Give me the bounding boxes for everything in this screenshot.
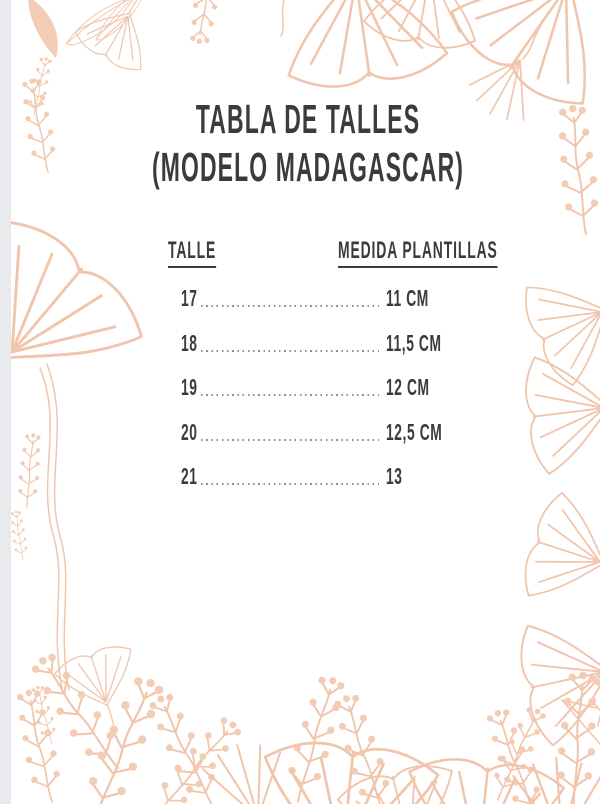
size-value: 21: [181, 463, 198, 490]
title-line-2: (MODELO MADAGASCAR): [151, 144, 465, 190]
size-table: [181, 287, 480, 510]
dotted-leader: [201, 465, 379, 485]
measure-value: 12,5 CM: [386, 418, 443, 445]
measure-value: 11,5 CM: [386, 329, 442, 356]
size-value: 19: [181, 374, 198, 401]
measure-value: 11 CM: [386, 285, 429, 311]
size-value: 18: [181, 329, 198, 356]
dotted-leader: [201, 421, 379, 441]
dotted-leader: [201, 376, 379, 396]
size-row: [181, 329, 480, 377]
page-title: [16, 95, 600, 191]
title-line-1: TABLA DE TALLES: [195, 96, 421, 142]
column-header-medida-plantillas: [338, 239, 600, 268]
column-header-talle: [168, 239, 251, 268]
size-value: 20: [181, 418, 198, 445]
measure-value: 12 CM: [386, 374, 430, 401]
column-header-talle-label: TALLE: [168, 239, 216, 268]
size-row: [181, 418, 480, 466]
dotted-leader: [201, 287, 379, 307]
column-header-medida-label: MEDIDA PLANTILLAS: [338, 239, 498, 268]
size-row: [181, 376, 480, 421]
size-value: 17: [181, 285, 198, 311]
measure-value: 13: [386, 463, 403, 490]
dotted-leader: [201, 332, 379, 352]
page-left-edge: [0, 0, 11, 804]
size-row: [181, 287, 480, 332]
size-row: [181, 465, 480, 510]
